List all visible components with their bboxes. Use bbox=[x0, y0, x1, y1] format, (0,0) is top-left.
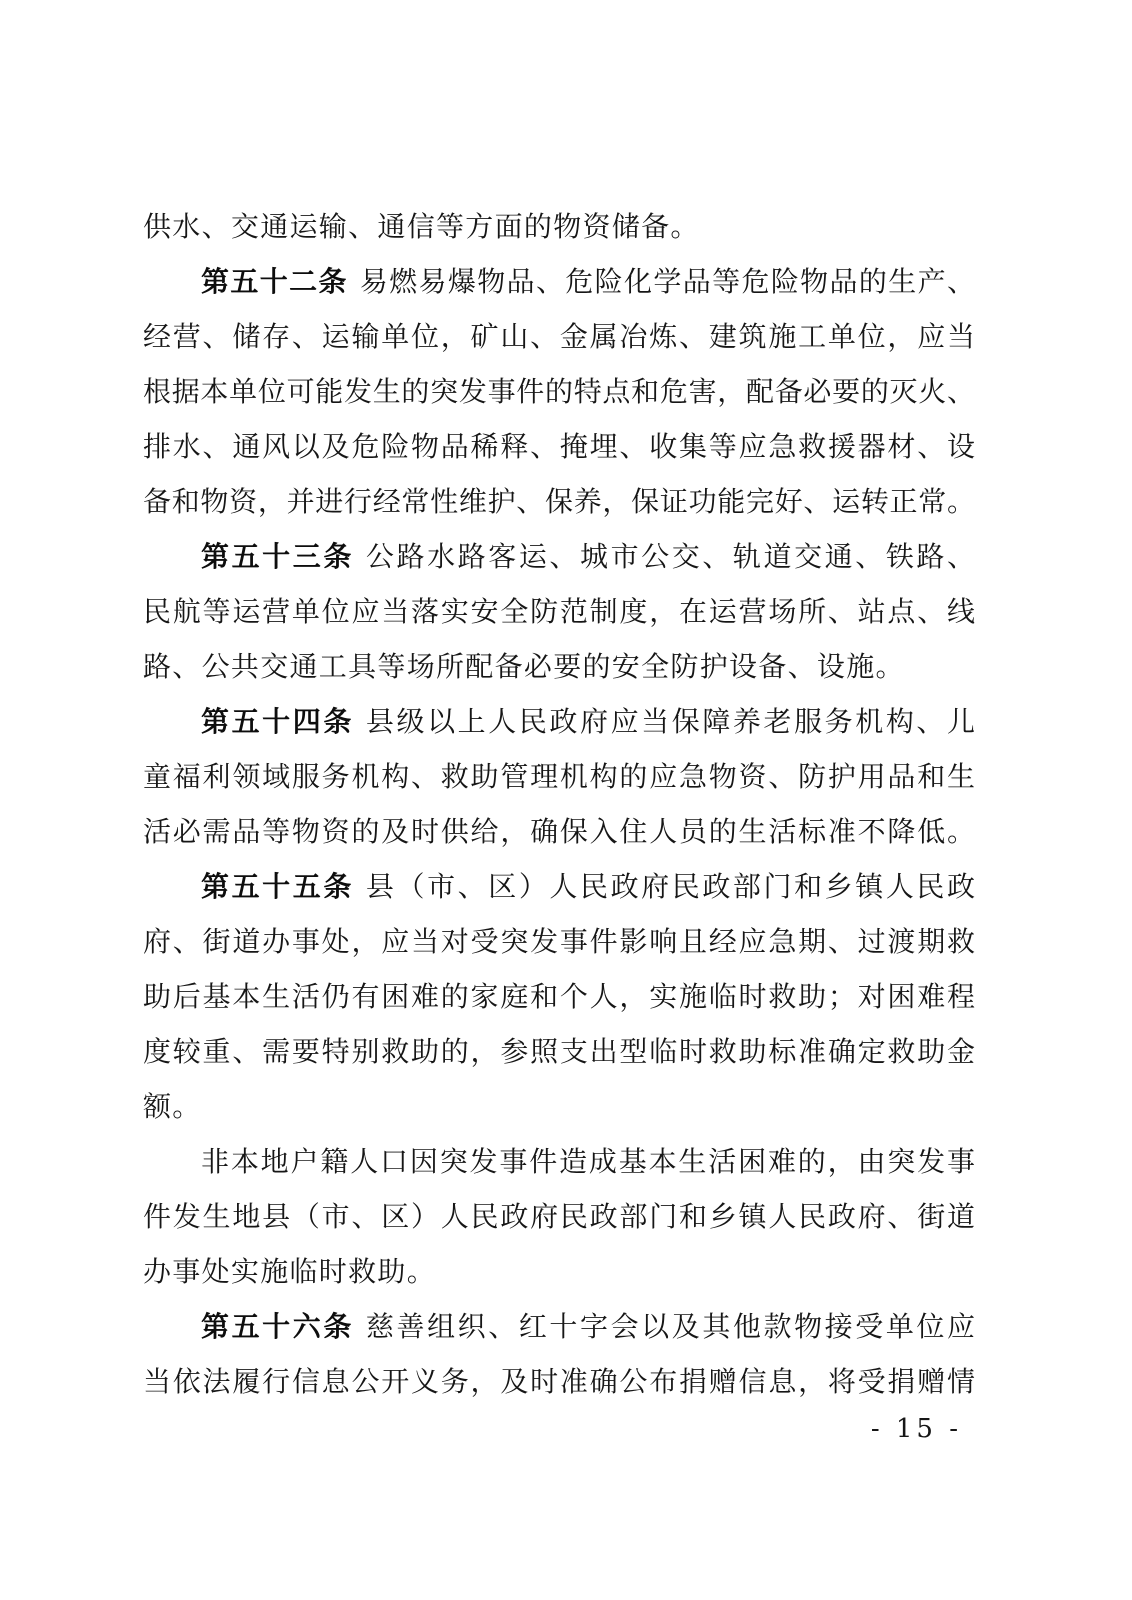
line-text: 件发生地县（市、区）人民政府民政部门和乡镇人民政府、街道 bbox=[143, 1200, 975, 1233]
article-number-label: 第五十四条 bbox=[201, 705, 354, 738]
line-text: 排水、通风以及危险物品稀释、掩埋、收集等应急救援器材、设 bbox=[143, 430, 975, 463]
text-line bbox=[143, 199, 975, 254]
line-text: 童福利领域服务机构、救助管理机构的应急物资、防护用品和生 bbox=[143, 760, 975, 793]
text-line bbox=[143, 309, 975, 364]
text-line bbox=[143, 969, 975, 1024]
line-text: 办事处实施临时救助。 bbox=[143, 1255, 437, 1288]
text-line bbox=[143, 749, 975, 804]
line-text: 县级以上人民政府应当保障养老服务机构、儿 bbox=[365, 705, 975, 738]
text-line bbox=[143, 1134, 975, 1189]
line-text: 活必需品等物资的及时供给，确保入住人员的生活标准不降低。 bbox=[143, 815, 975, 848]
line-text: 路、公共交通工具等场所配备必要的安全防护设备、设施。 bbox=[143, 650, 905, 683]
line-text: 备和物资，并进行经常性维护、保养，保证功能完好、运转正常。 bbox=[143, 485, 975, 518]
article-number-label: 第五十六条 bbox=[201, 1310, 354, 1343]
text-line bbox=[143, 1189, 975, 1244]
text-line bbox=[143, 1244, 975, 1299]
text-line bbox=[143, 859, 975, 914]
text-line bbox=[143, 254, 975, 309]
text-line bbox=[143, 364, 975, 419]
text-line bbox=[143, 694, 975, 749]
line-text: 当依法履行信息公开义务，及时准确公布捐赠信息，将受捐赠情 bbox=[143, 1365, 975, 1398]
line-text: 府、街道办事处，应当对受突发事件影响且经应急期、过渡期救 bbox=[143, 925, 975, 958]
line-text: 非本地户籍人口因突发事件造成基本生活困难的，由突发事 bbox=[201, 1145, 975, 1178]
text-line bbox=[143, 1024, 975, 1079]
text-line bbox=[143, 474, 975, 529]
text-line bbox=[143, 1079, 975, 1134]
line-text: 经营、储存、运输单位，矿山、金属冶炼、建筑施工单位，应当 bbox=[143, 320, 975, 353]
text-line bbox=[143, 584, 975, 639]
line-text: 慈善组织、红十字会以及其他款物接受单位应 bbox=[365, 1310, 975, 1343]
line-text: 度较重、需要特别救助的，参照支出型临时救助标准确定救助金 bbox=[143, 1035, 975, 1068]
article-number-label: 第五十五条 bbox=[201, 870, 354, 903]
page-number: - 15 - bbox=[870, 1414, 962, 1444]
text-line bbox=[143, 639, 975, 694]
line-text: 民航等运营单位应当落实安全防范制度，在运营场所、站点、线 bbox=[143, 595, 975, 628]
article-number-label: 第五十三条 bbox=[201, 540, 354, 573]
article-number-label: 第五十二条 bbox=[201, 265, 348, 298]
line-text: 公路水路客运、城市公交、轨道交通、铁路、 bbox=[365, 540, 975, 573]
line-text: 易燃易爆物品、危险化学品等危险物品的生产、 bbox=[359, 265, 975, 298]
line-text: 额。 bbox=[143, 1090, 202, 1123]
document-body bbox=[143, 199, 975, 1409]
text-line bbox=[143, 529, 975, 584]
text-line bbox=[143, 1354, 975, 1409]
text-line bbox=[143, 1299, 975, 1354]
text-line bbox=[143, 914, 975, 969]
line-text: 供水、交通运输、通信等方面的物资储备。 bbox=[143, 210, 700, 243]
text-line bbox=[143, 804, 975, 859]
line-text: 县（市、区）人民政府民政部门和乡镇人民政 bbox=[365, 870, 975, 903]
line-text: 助后基本生活仍有困难的家庭和个人，实施临时救助；对困难程 bbox=[143, 980, 975, 1013]
text-line bbox=[143, 419, 975, 474]
line-text: 根据本单位可能发生的突发事件的特点和危害，配备必要的灭火、 bbox=[143, 375, 975, 408]
